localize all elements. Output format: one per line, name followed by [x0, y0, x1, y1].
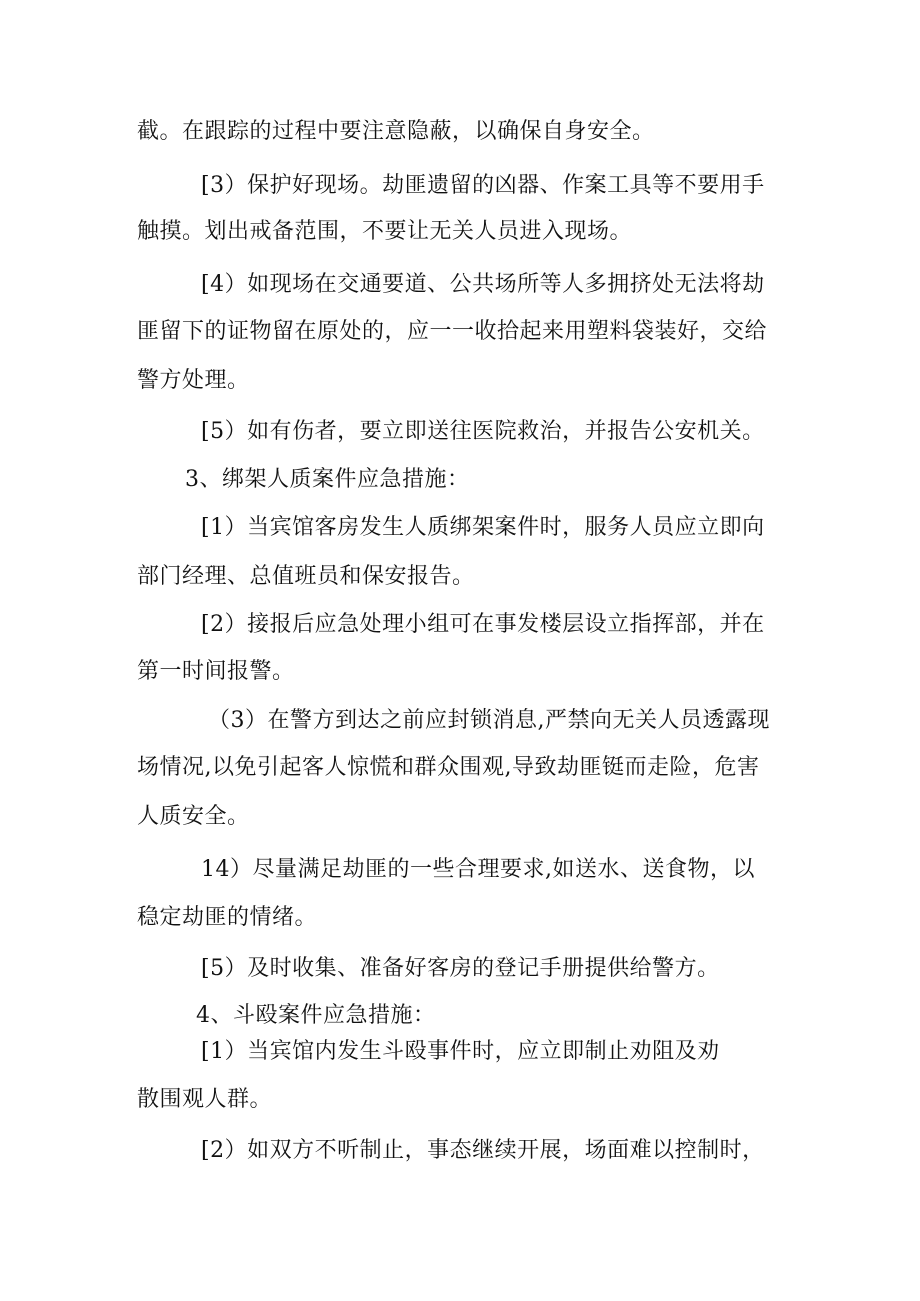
text-line: [1）当宾馆内发生斗殴事件时，应立即制止劝阻及劝	[201, 1039, 720, 1064]
text-line: [2）如双方不听制止，事态继续开展，场面难以控制时，	[201, 1138, 765, 1163]
text-line: [1）当宾馆客房发生人质绑架案件时，服务人员应立即向	[201, 515, 765, 540]
text-line: [3）保护好现场。劫匪遗留的凶器、作案工具等不要用手	[201, 173, 765, 198]
text-line: 匪留下的证物留在原处的，应一一收拾起来用塑料袋装好，交给	[137, 319, 768, 344]
text-line: 触摸。划出戒备范围，不要让无关人员进入现场。	[137, 219, 633, 244]
text-line: 人质安全。	[137, 804, 250, 829]
text-line: 警方处理。	[137, 368, 250, 393]
text-line: 14）尽量满足劫匪的一些合理要求,如送水、送食物，以	[201, 857, 755, 882]
text-line: 稳定劫匪的情绪。	[137, 905, 318, 930]
text-line: [5）及时收集、准备好客房的登记手册提供给警方。	[201, 956, 720, 981]
section-heading: 4、斗殴案件应急措施：	[196, 1003, 436, 1028]
text-line: [2）接报后应急处理小组可在事发楼层设立指挥部，并在	[201, 612, 765, 637]
section-heading: 3、绑架人质案件应急措施：	[185, 467, 470, 492]
text-line: 截。在跟踪的过程中要注意隐蔽，以确保自身安全。	[137, 119, 655, 144]
text-line: （3）在警方到达之前应封锁消息,严禁向无关人员透露现	[208, 708, 770, 733]
text-line: 场情况,以免引起客人惊慌和群众围观,导致劫匪铤而走险，危害	[137, 755, 760, 780]
text-line: 第一时间报警。	[137, 659, 295, 684]
text-line: 部门经理、总值班员和保安报告。	[137, 564, 475, 589]
text-line: [4）如现场在交通要道、公共场所等人多拥挤处无法将劫	[201, 272, 765, 297]
text-line: 散围观人群。	[137, 1087, 273, 1112]
text-line: [5）如有伤者，要立即送往医院救治，并报告公安机关。	[201, 419, 765, 444]
